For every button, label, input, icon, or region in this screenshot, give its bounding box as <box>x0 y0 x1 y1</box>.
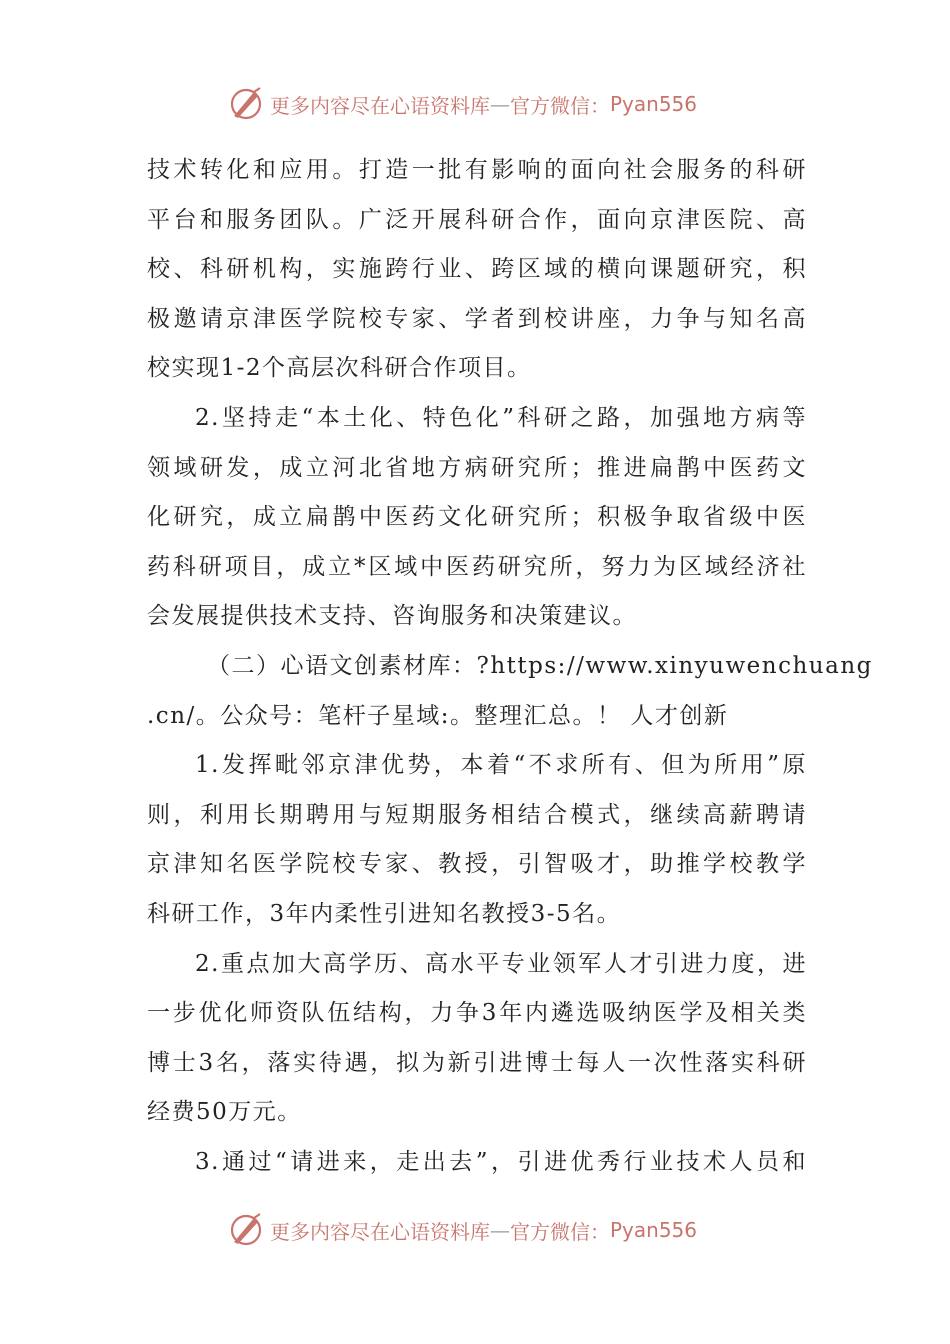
footer-banner <box>228 1210 697 1250</box>
text-line: 则，利用长期聘用与短期服务相结合模式，继续高薪聘请 <box>147 801 807 828</box>
section-heading-line: .cn/。公众号：笔杆子星域:。整理汇总。！ 人才创新 <box>147 702 729 729</box>
text-line: 化研究，成立扁鹊中医药文化研究所；积极争取省级中医 <box>147 504 807 531</box>
text-line: 博士3名，落实待遇，拟为新引进博士每人一次性落实科研 <box>147 1049 807 1076</box>
text-line: 药科研项目，成立*区域中医药研究所，努力为区域经济社 <box>147 553 807 580</box>
header-banner <box>228 84 697 124</box>
banner-wechat-label: 官方微信： <box>510 93 610 118</box>
paragraph <box>147 1138 807 1188</box>
text-line: 校实现1-2个高层次科研合作项目。 <box>147 355 532 382</box>
paragraph <box>147 741 807 939</box>
text-line: 极邀请京津医学院校专家、学者到校讲座，力争与知名高 <box>147 305 807 332</box>
text-line: 会发展提供技术支持、咨询服务和决策建议。 <box>147 603 637 630</box>
text-line: 京津知名医学院校专家、教授，引智吸才，助推学校教学 <box>147 851 807 878</box>
banner-wechat-id: Pyan556 <box>610 92 698 116</box>
text-line: 校、科研机构，实施跨行业、跨区域的横向课题研究，积 <box>147 256 807 283</box>
document-body <box>147 146 873 1187</box>
banner-slogan: 更多内容尽在心语资料库 <box>270 1219 490 1244</box>
text-line: 一步优化师资队伍结构，力争3年内遴选吸纳医学及相关类 <box>147 1000 807 1027</box>
quill-logo-icon <box>228 1212 264 1248</box>
paragraph <box>147 940 807 1138</box>
text-line: 领域研发，成立河北省地方病研究所；推进扁鹊中医药文 <box>147 454 807 481</box>
text-line: 技术转化和应用。打造一批有影响的面向社会服务的科研 <box>147 157 807 183</box>
banner-separator: — <box>490 92 510 116</box>
text-line: 经费50万元。 <box>147 1099 302 1126</box>
section-heading-line: （二）心语文创素材库：?https://www.xinyuwenchuang <box>207 652 873 679</box>
paragraph <box>147 146 807 394</box>
banner-wechat-id: Pyan556 <box>610 1218 698 1242</box>
text-line: 科研工作，3年内柔性引进知名教授3-5名。 <box>147 900 622 927</box>
quill-logo-icon <box>228 86 264 122</box>
text-line: 2.坚持走“本土化、特色化”科研之路，加强地方病等 <box>195 404 807 431</box>
text-line: 2.重点加大高学历、高水平专业领军人才引进力度，进 <box>195 950 807 977</box>
banner-wechat-label: 官方微信： <box>510 1219 610 1244</box>
paragraph <box>147 394 807 642</box>
text-line: 3.通过“请进来，走出去”，引进优秀行业技术人员和 <box>195 1148 807 1175</box>
banner-slogan: 更多内容尽在心语资料库 <box>270 93 490 118</box>
text-line: 1.发挥毗邻京津优势，本着“不求所有、但为所用”原 <box>195 752 807 779</box>
text-line: 平台和服务团队。广泛开展科研合作，面向京津医院、高 <box>147 206 807 233</box>
paragraph <box>147 642 873 741</box>
banner-separator: — <box>490 1218 510 1242</box>
